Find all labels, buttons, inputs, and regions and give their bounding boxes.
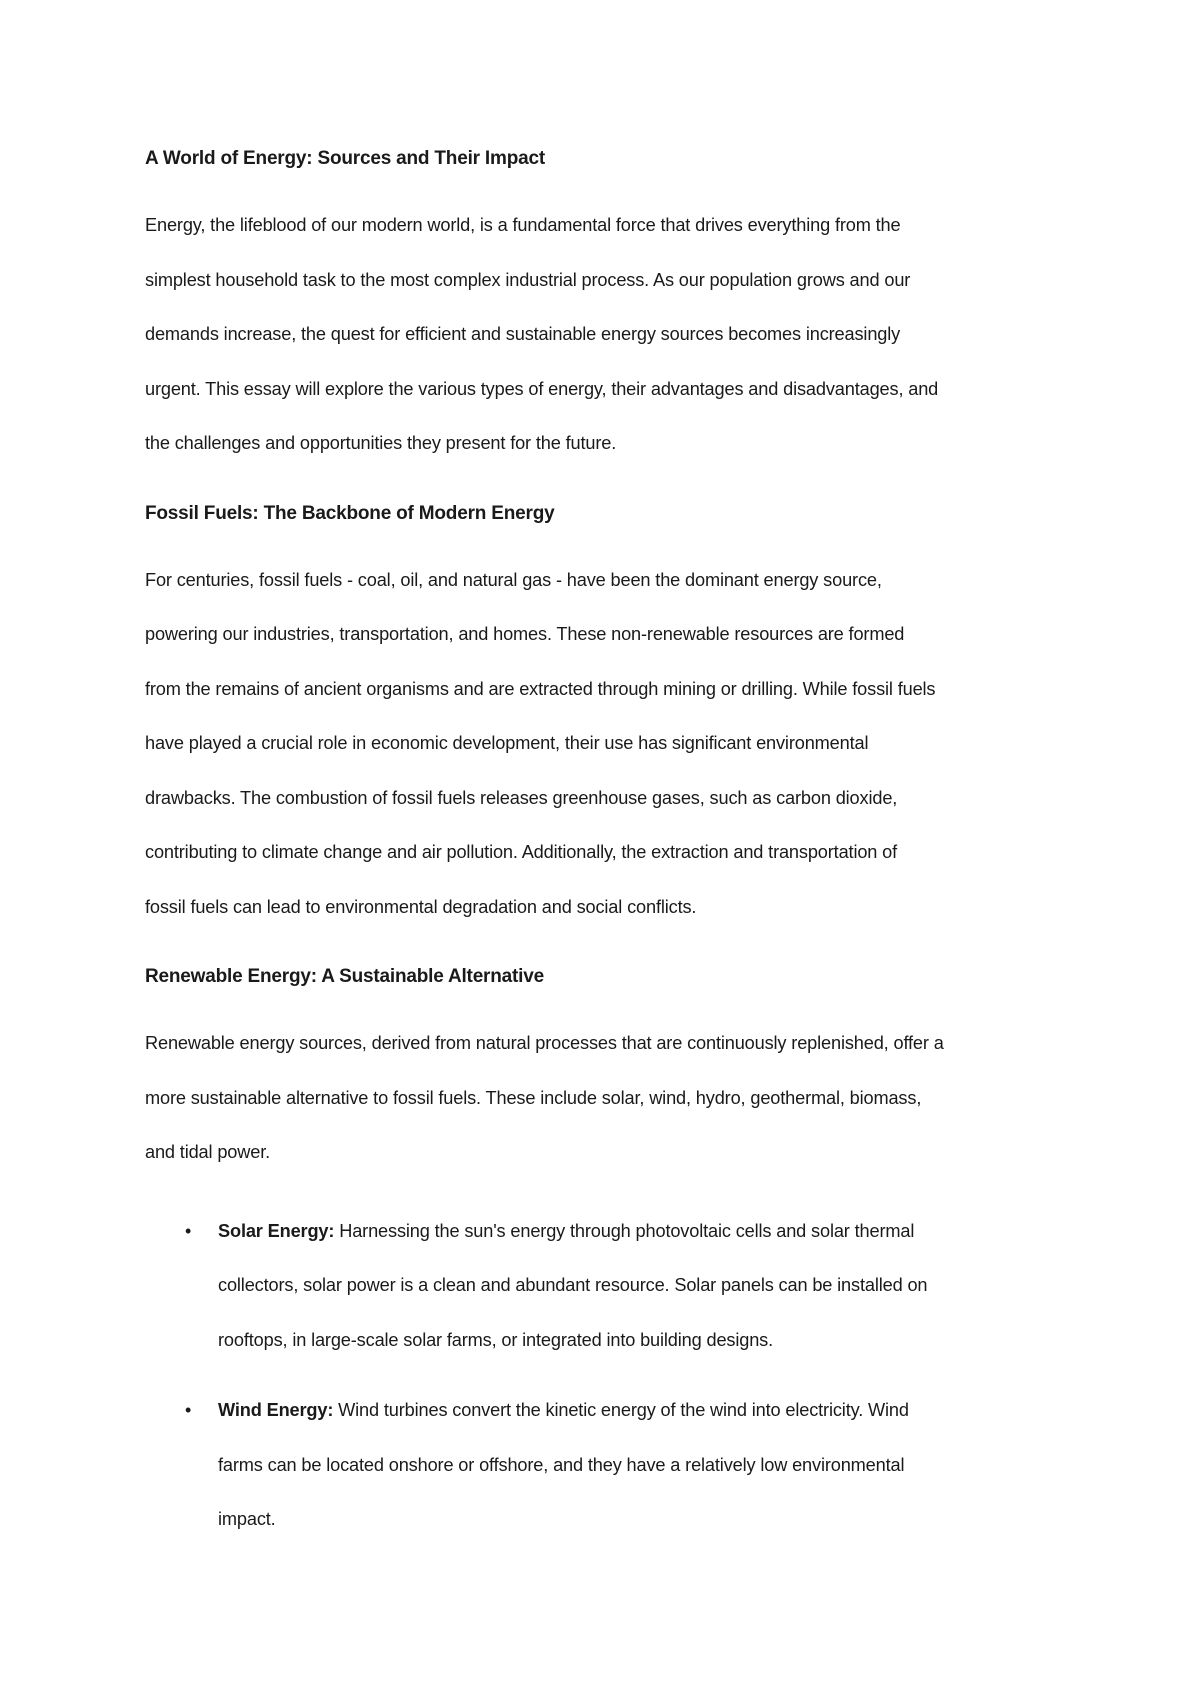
- paragraph-line: have played a crucial role in economic development, their use has significant environmental: [145, 733, 869, 753]
- list-item-description: Wind turbines convert the kinetic energy of the wind into electricity. Wind: [333, 1400, 909, 1420]
- list-item-line: impact.: [218, 1509, 276, 1529]
- paragraph-line: For centuries, fossil fuels - coal, oil, and natural gas - have been the dominant energy source,: [145, 569, 882, 590]
- paragraph-line: powering our industries, transportation, and homes. These non-renewable resources are formed: [145, 624, 905, 644]
- intro-line: Energy, the lifeblood of our modern world, is a fundamental force that drives everything from the: [145, 215, 901, 235]
- paragraph-line: drawbacks. The combustion of fossil fuels releases greenhouse gases, such as carbon dioxide,: [145, 787, 898, 808]
- bullet-icon: •: [185, 1400, 192, 1420]
- section-heading-fossil-fuels: Fossil Fuels: The Backbone of Modern Energy: [145, 502, 555, 524]
- fossil-fuels-paragraph: [145, 553, 1075, 935]
- list-item-wind-energy: [145, 1383, 1075, 1547]
- paragraph-line: and tidal power.: [145, 1142, 271, 1162]
- section-heading-renewable-energy: Renewable Energy: A Sustainable Alternative: [145, 966, 544, 987]
- list-item-line: farms can be located onshore or offshore, and they have a relatively low environmental: [218, 1454, 905, 1475]
- renewable-energy-paragraph: [145, 1016, 1075, 1180]
- list-item-first-line: [218, 1383, 1075, 1438]
- paragraph-line: Renewable energy sources, derived from natural processes that are continuously replenished, offer a: [145, 1033, 944, 1053]
- list-item-description: Harnessing the sun's energy through photovoltaic cells and solar thermal: [334, 1220, 915, 1241]
- intro-line: urgent. This essay will explore the various types of energy, their advantages and disadvantages, and: [145, 378, 939, 399]
- paragraph-line: more sustainable alternative to fossil fuels. These include solar, wind, hydro, geothermal, biomass,: [145, 1087, 922, 1108]
- intro-line: demands increase, the quest for efficient and sustainable energy sources becomes increasingly: [145, 324, 901, 344]
- list-item-term: Solar Energy:: [218, 1220, 335, 1241]
- list-item-solar-energy: [145, 1204, 1075, 1368]
- paragraph-line: contributing to climate change and air pollution. Additionally, the extraction and transportation of: [145, 842, 898, 862]
- paragraph-line: fossil fuels can lead to environmental degradation and social conflicts.: [145, 896, 697, 917]
- intro-line: simplest household task to the most complex industrial process. As our population grows and our: [145, 269, 911, 290]
- renewable-sources-list: [145, 1204, 1075, 1547]
- paragraph-line: from the remains of ancient organisms and are extracted through mining or drilling. While fossil fuels: [145, 678, 936, 699]
- intro-paragraph: [145, 198, 1075, 471]
- bullet-icon: •: [185, 1220, 192, 1241]
- intro-line: the challenges and opportunities they present for the future.: [145, 433, 617, 453]
- list-item-text: [218, 1204, 1075, 1368]
- list-item-line: rooftops, in large-scale solar farms, or integrated into building designs.: [218, 1329, 774, 1350]
- list-item-line: collectors, solar power is a clean and abundant resource. Solar panels can be installed on: [218, 1275, 928, 1295]
- document-body: [145, 144, 1075, 1563]
- list-item-term: Wind Energy:: [218, 1400, 334, 1420]
- list-item-text: [218, 1383, 1075, 1547]
- document-title: A World of Energy: Sources and Their Impact: [145, 148, 545, 169]
- list-item-first-line: [218, 1204, 1075, 1259]
